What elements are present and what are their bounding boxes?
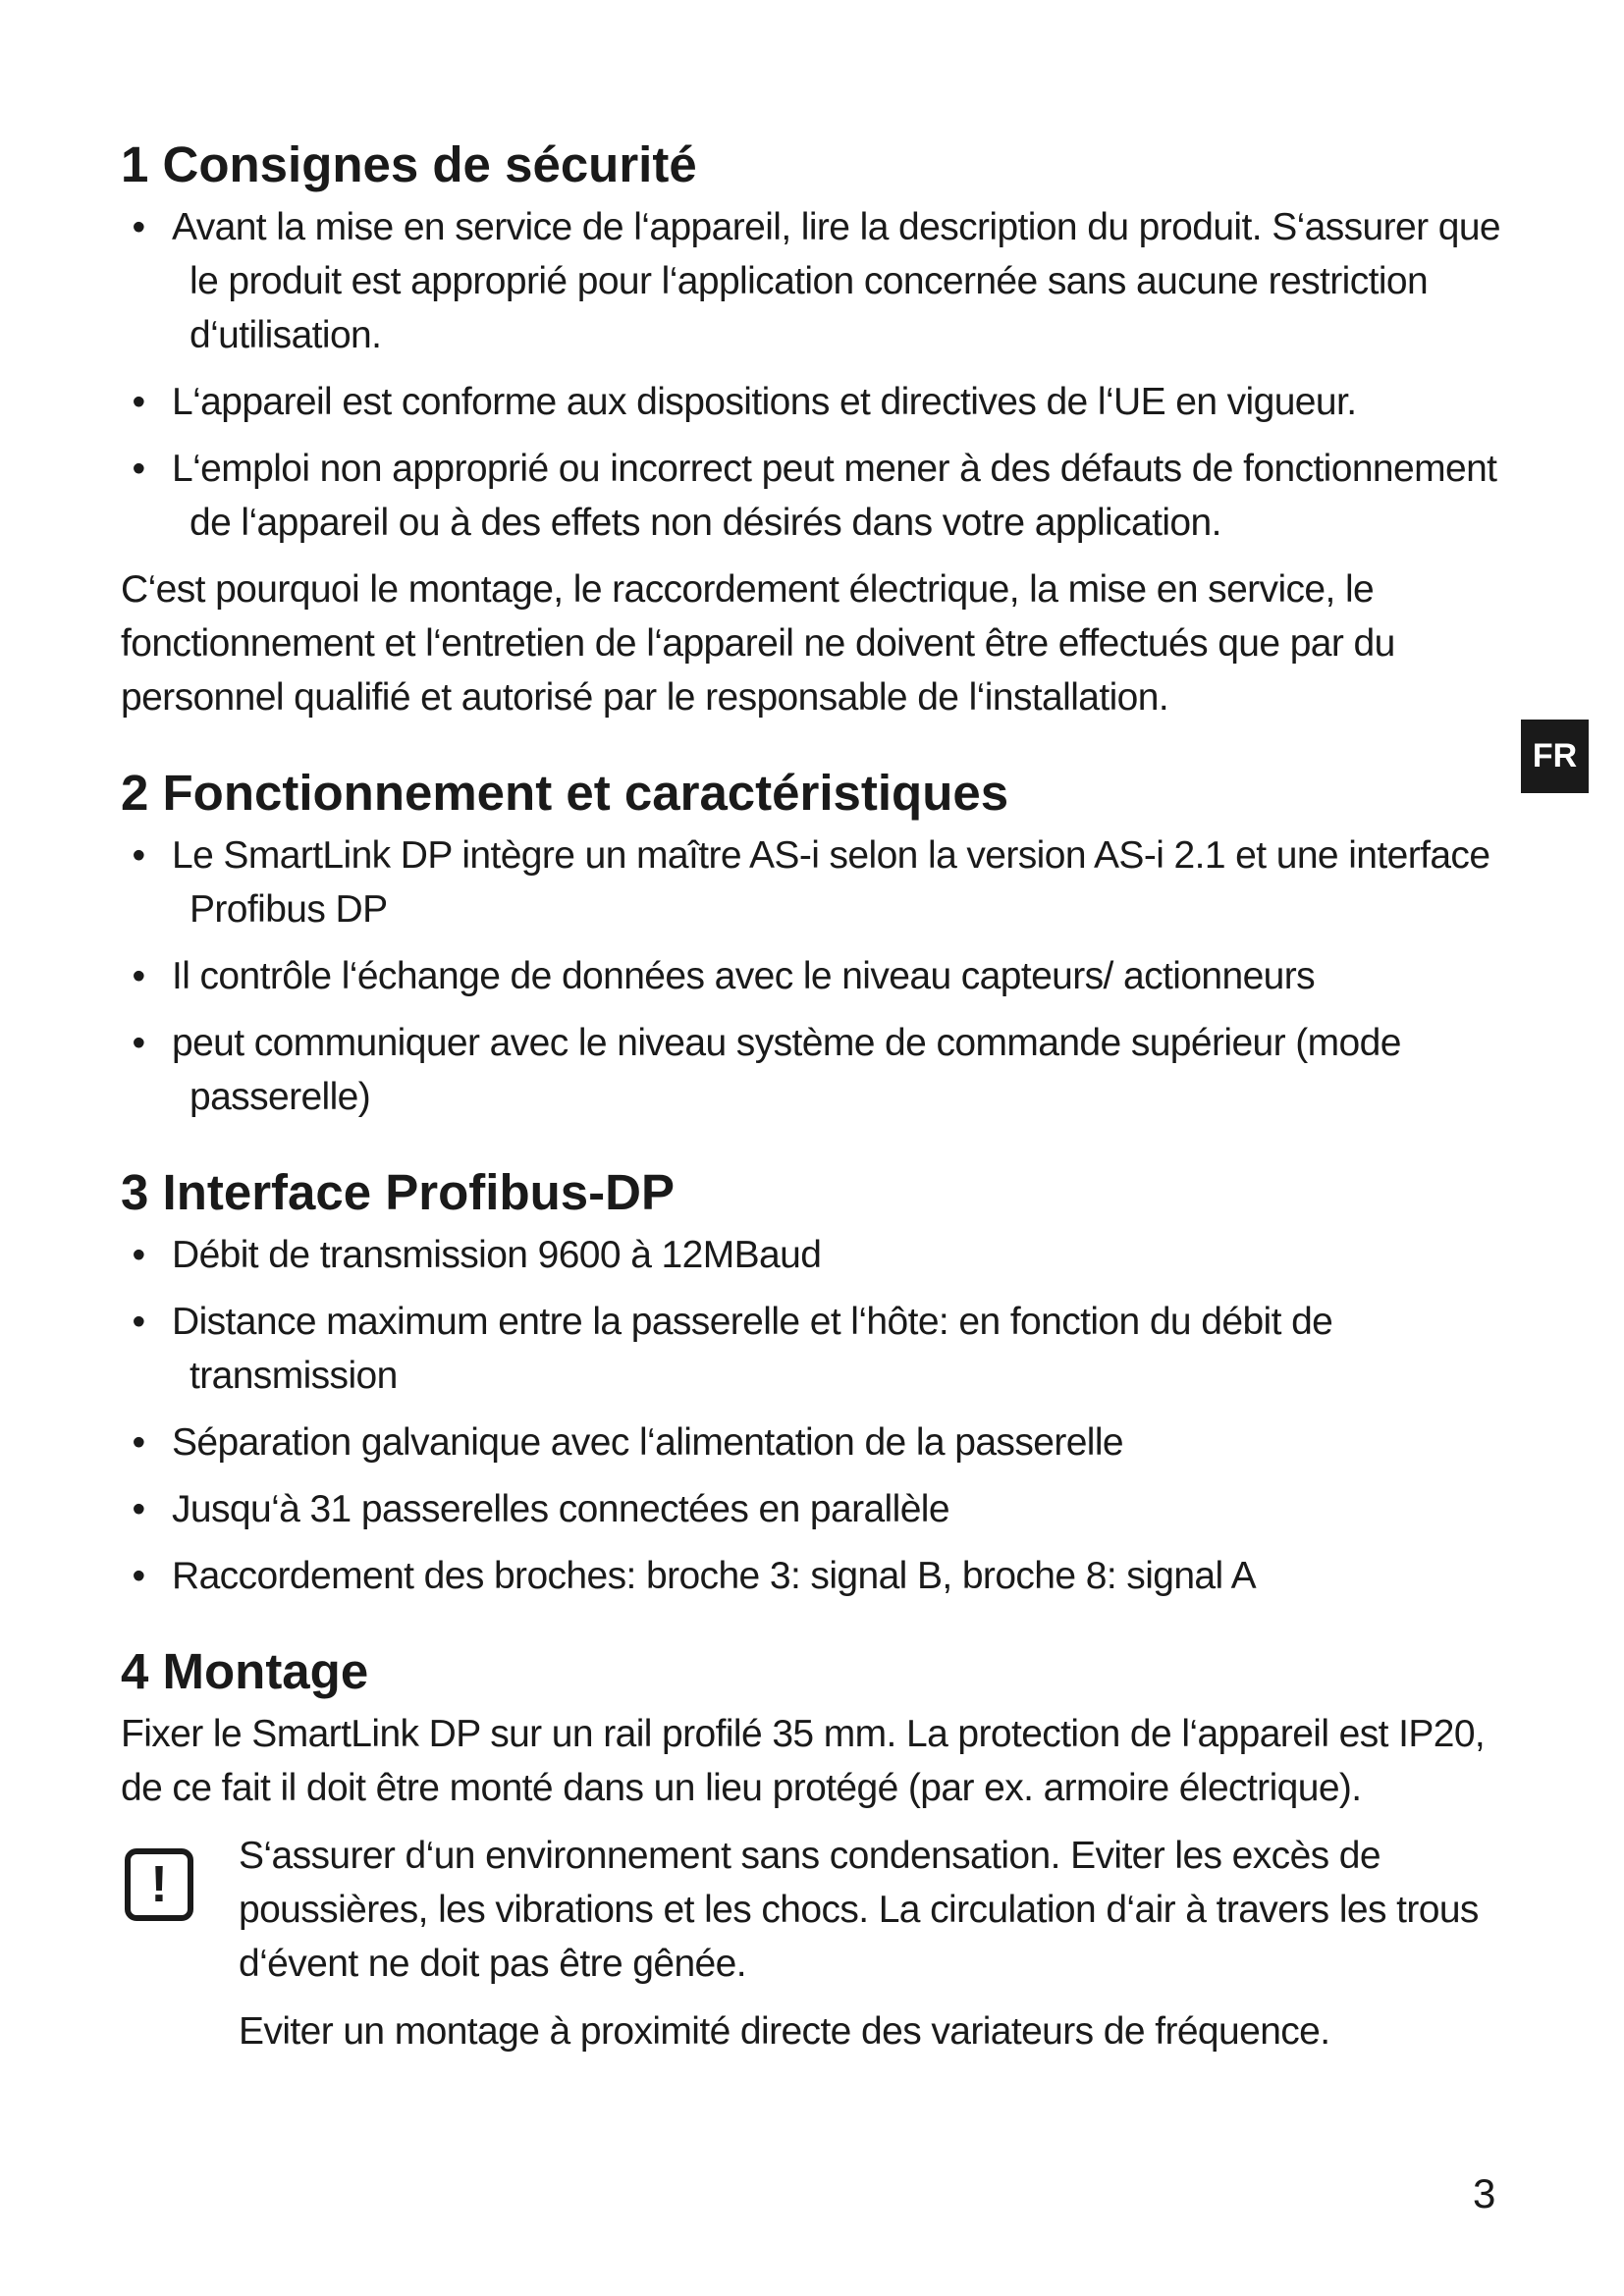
list-item: • Distance maximum entre la passerelle et l‘hôte: en fonction du débit de transmission	[121, 1295, 1515, 1403]
list-item: • Séparation galvanique avec l‘alimentation de la passerelle	[121, 1415, 1515, 1469]
notice-block	[121, 1829, 1515, 2058]
section-profibus	[121, 1163, 1515, 1603]
bullet-icon: •	[132, 1022, 145, 1064]
bullet-list	[121, 200, 1515, 550]
bullet-icon: •	[132, 1234, 145, 1276]
section-title: 3 Interface Profibus-DP	[121, 1164, 675, 1220]
page-number: 3	[1473, 2170, 1496, 2216]
section-mounting	[121, 1642, 1515, 2058]
list-item: • Jusqu‘à 31 passerelles connectées en parallèle	[121, 1482, 1515, 1536]
list-item: • Le SmartLink DP intègre un maître AS-i selon la version AS-i 2.1 et une interface Profibus DP	[121, 828, 1515, 936]
section-title: 2 Fonctionnement et caractéristiques	[121, 765, 1009, 821]
list-item: • L‘emploi non approprié ou incorrect peut mener à des défauts de fonctionnement de l‘appareil ou à des effets non désirés dans votre application.	[121, 442, 1515, 550]
bullet-icon: •	[132, 834, 145, 877]
warning-exclamation-icon: !	[125, 1848, 193, 1921]
document-page	[121, 135, 1515, 2098]
notice-text: S‘assurer d‘un environnement sans condensation. Eviter les excès de poussières, les vibrations et les chocs. La circulation d‘air à travers les trous d‘évent ne doit pas être gênée.	[239, 1835, 1479, 1985]
section-safety	[121, 135, 1515, 724]
section-title: 1 Consignes de sécurité	[121, 136, 697, 192]
bullet-list	[121, 1228, 1515, 1603]
section-title: 4 Montage	[121, 1643, 369, 1699]
list-item: • Raccordement des broches: broche 3: signal B, broche 8: signal A	[121, 1549, 1515, 1603]
bullet-icon: •	[132, 1555, 145, 1597]
list-item: • Débit de transmission 9600 à 12MBaud	[121, 1228, 1515, 1282]
section-function	[121, 764, 1515, 1124]
language-tab: FR	[1521, 720, 1589, 793]
list-item: • peut communiquer avec le niveau système de commande supérieur (mode passerelle)	[121, 1016, 1515, 1124]
bullet-icon: •	[132, 1421, 145, 1464]
paragraph: Fixer le SmartLink DP sur un rail profilé 35 mm. La protection de l‘appareil est IP20, de ce fait il doit être monté dans un lieu protégé (par ex. armoire électrique).	[121, 1713, 1486, 1809]
list-item: • Il contrôle l‘échange de données avec le niveau capteurs/ actionneurs	[121, 949, 1515, 1003]
notice-text: Eviter un montage à proximité directe des variateurs de fréquence.	[239, 2010, 1330, 2053]
bullet-icon: •	[132, 1301, 145, 1343]
list-item: • Avant la mise en service de l‘appareil, lire la description du produit. S‘assurer que le produit est approprié pour l‘application concernée sans aucune restriction d‘utilisation.	[121, 200, 1515, 362]
bullet-icon: •	[132, 955, 145, 997]
bullet-icon: •	[132, 381, 145, 423]
paragraph: C‘est pourquoi le montage, le raccordement électrique, la mise en service, le fonctionnement et l‘entretien de l‘appareil ne doivent être effectués que par du personnel qualifié et autorisé par le responsable de l‘installation.	[121, 568, 1395, 719]
bullet-list	[121, 828, 1515, 1124]
bullet-icon: •	[132, 1488, 145, 1530]
list-item: • L‘appareil est conforme aux dispositions et directives de l‘UE en vigueur.	[121, 375, 1515, 429]
bullet-icon: •	[132, 448, 145, 490]
bullet-icon: •	[132, 206, 145, 248]
